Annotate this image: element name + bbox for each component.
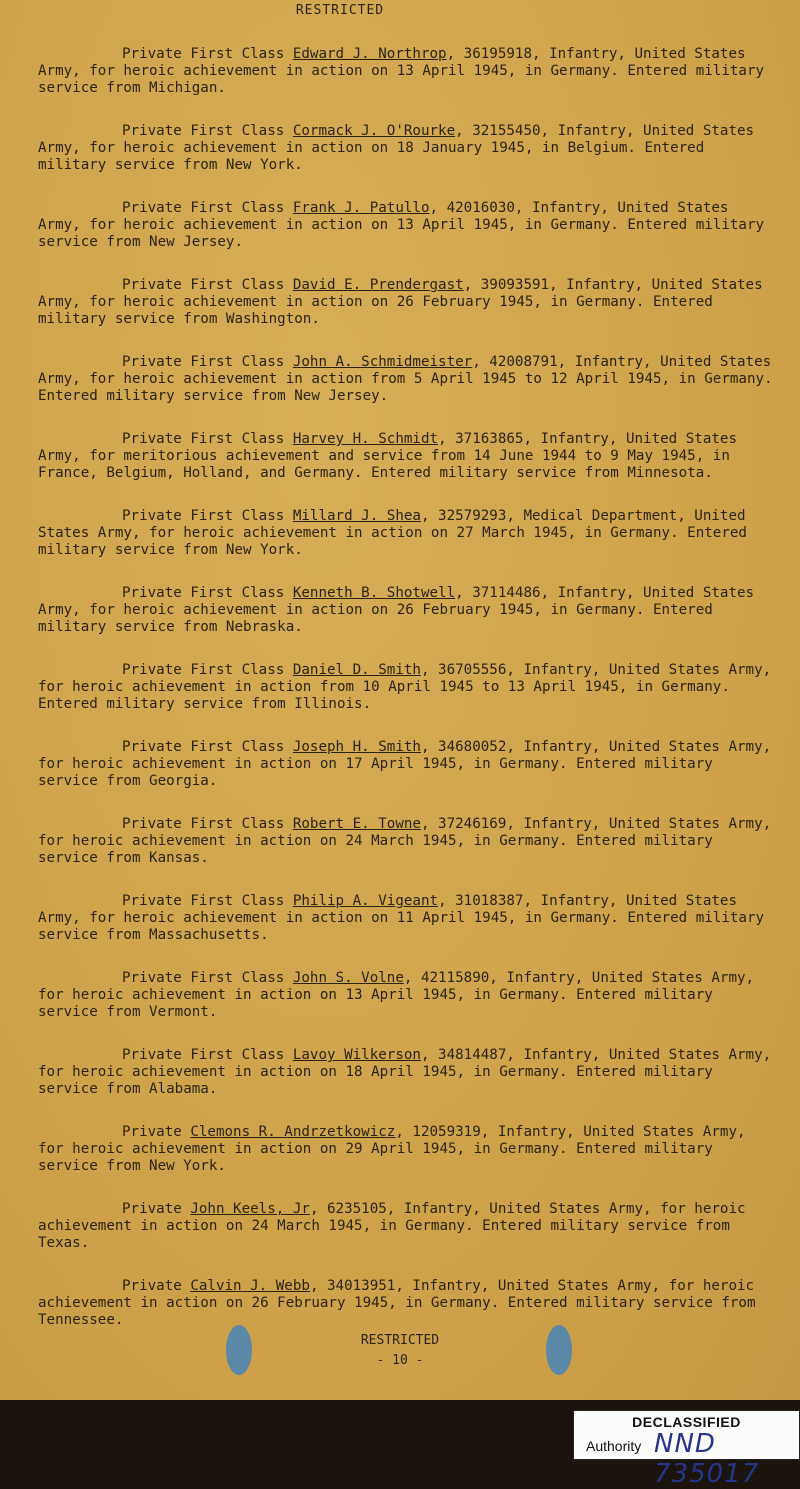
entry-text: , 37114486, Infantry, United States Army, for heroic achievement in action on 26 February 1945, in Germany. Entered military service from Nebraska.	[38, 585, 755, 636]
entry-rank: Private First Class	[122, 354, 285, 371]
entry-text: , 31018387, Infantry, United States Army, for heroic achievement in action on 11 April 1945, in Germany. Entered military service from Massachusetts.	[38, 893, 765, 944]
citation-entry	[38, 277, 776, 328]
entry-text: , 36195918, Infantry, United States Army, for heroic achievement in action on 13 April 1945, in Germany. Entered military service from Michigan.	[38, 46, 765, 97]
citation-entry	[38, 508, 776, 559]
declassified-stamp	[573, 1410, 800, 1489]
entry-text: , 37246169, Infantry, United States Army, for heroic achievement in action on 24 March 1945, in Germany. Entered military service from Kansas.	[38, 816, 772, 867]
entry-rank: Private	[122, 1124, 182, 1141]
entry-name: John Keels, Jr	[190, 1201, 310, 1218]
entry-rank: Private First Class	[122, 662, 285, 679]
entry-rank: Private First Class	[122, 431, 285, 448]
entry-text: , 37163865, Infantry, United States Army, for meritorious achievement and service from 14 June 1944 to 9 May 1945, in France, Belgium, Holland, and Germany. Entered military service from Minnesota.	[38, 431, 738, 482]
citation-entry	[38, 1124, 776, 1175]
citation-entry	[38, 354, 776, 405]
entry-name: David E. Prendergast	[292, 277, 464, 294]
entry-name: John S. Volne	[292, 970, 404, 987]
entry-name: Harvey H. Schmidt	[292, 431, 439, 448]
entry-name: Daniel D. Smith	[292, 662, 421, 679]
entry-rank: Private First Class	[122, 123, 285, 140]
citation-entry	[38, 431, 776, 482]
entry-rank: Private	[122, 1201, 182, 1218]
entry-rank: Private	[122, 1278, 182, 1295]
citation-entry	[38, 1047, 776, 1098]
entry-text: , 34814487, Infantry, United States Army, for heroic achievement in action on 18 April 1945, in Germany. Entered military service from Alabama.	[38, 1047, 772, 1098]
stamp-authority-label: Authority	[586, 1438, 642, 1454]
entry-text: , 34680052, Infantry, United States Army, for heroic achievement in action on 17 April 1945, in Germany. Entered military service from Georgia.	[38, 739, 772, 790]
entry-rank: Private First Class	[122, 970, 285, 987]
entry-rank: Private First Class	[122, 816, 285, 833]
entry-rank: Private First Class	[122, 1047, 285, 1064]
citation-entry	[38, 46, 776, 97]
entry-rank: Private First Class	[122, 200, 285, 217]
entry-text: , 12059319, Infantry, United States Army, for heroic achievement in action on 29 April 1945, in Germany. Entered military service from New York.	[38, 1124, 746, 1175]
citation-entry	[38, 816, 776, 867]
entry-rank: Private First Class	[122, 739, 285, 756]
citation-entry	[38, 200, 776, 251]
restricted-header: RESTRICTED	[295, 3, 385, 18]
entry-name: John A. Schmidmeister	[292, 354, 473, 371]
stamp-title: DECLASSIFIED	[632, 1414, 741, 1430]
entry-rank: Private First Class	[122, 585, 285, 602]
restricted-footer: RESTRICTED	[360, 1333, 440, 1348]
entry-text: , 42008791, Infantry, United States Army, for heroic achievement in action from 5 April 1945 to 12 April 1945, in Germany. Entered military service from New Jersey.	[38, 354, 773, 405]
entry-text: , 32155450, Infantry, United States Army, for heroic achievement in action on 18 January 1945, in Belgium. Entered military service from New York.	[38, 123, 755, 174]
entry-text: , 36705556, Infantry, United States Army, for heroic achievement in action from 10 April 1945 to 13 April 1945, in Germany. Entered military service from Illinois.	[38, 662, 772, 713]
citation-entry	[38, 893, 776, 944]
citation-entry	[38, 585, 776, 636]
entry-text: , 39093591, Infantry, United States Army, for heroic achievement in action on 26 February 1945, in Germany. Entered military service from Washington.	[38, 277, 763, 328]
entry-name: Millard J. Shea	[292, 508, 421, 525]
entry-text: , 32579293, Medical Department, United States Army, for heroic achievement in action on 27 March 1945, in Germany. Entered military service from New York.	[38, 508, 747, 559]
entry-name: Robert E. Towne	[292, 816, 421, 833]
citation-entry	[38, 970, 776, 1021]
citation-entry	[38, 1278, 776, 1329]
citation-entry	[38, 1201, 776, 1252]
entry-text: , 42016030, Infantry, United States Army, for heroic achievement in action on 13 April 1945, in Germany. Entered military service from New Jersey.	[38, 200, 765, 251]
entry-name: Frank J. Patullo	[292, 200, 430, 217]
citation-entry	[38, 662, 776, 713]
entry-name: Joseph H. Smith	[292, 739, 421, 756]
entry-name: Lavoy Wilkerson	[292, 1047, 421, 1064]
entry-name: Philip A. Vigeant	[292, 893, 439, 910]
stamp-authority-code: NND 735017	[654, 1429, 760, 1489]
citation-entry	[38, 739, 776, 790]
entry-rank: Private First Class	[122, 277, 285, 294]
entry-text: , 6235105, Infantry, United States Army, for heroic achievement in action on 24 March 1945, in Germany. Entered military service from Texas.	[38, 1201, 746, 1252]
entry-name: Cormack J. O'Rourke	[292, 123, 456, 140]
entry-text: , 42115890, Infantry, United States Army, for heroic achievement in action on 13 April 1945, in Germany. Entered military service from Vermont.	[38, 970, 755, 1021]
entry-rank: Private First Class	[122, 508, 285, 525]
entry-text: , 34013951, Infantry, United States Army, for heroic achievement in action on 26 February 1945, in Germany. Entered military service from Tennessee.	[38, 1278, 756, 1329]
citation-entry	[38, 123, 776, 174]
entry-rank: Private First Class	[122, 46, 285, 63]
entry-name: Clemons R. Andrzetkowicz	[190, 1124, 396, 1141]
page-number: - 10 -	[376, 1353, 424, 1368]
entry-name: Edward J. Northrop	[292, 46, 447, 63]
entry-name: Calvin J. Webb	[190, 1278, 310, 1295]
entry-name: Kenneth B. Shotwell	[292, 585, 456, 602]
entry-rank: Private First Class	[122, 893, 285, 910]
citation-list	[38, 32, 776, 1355]
